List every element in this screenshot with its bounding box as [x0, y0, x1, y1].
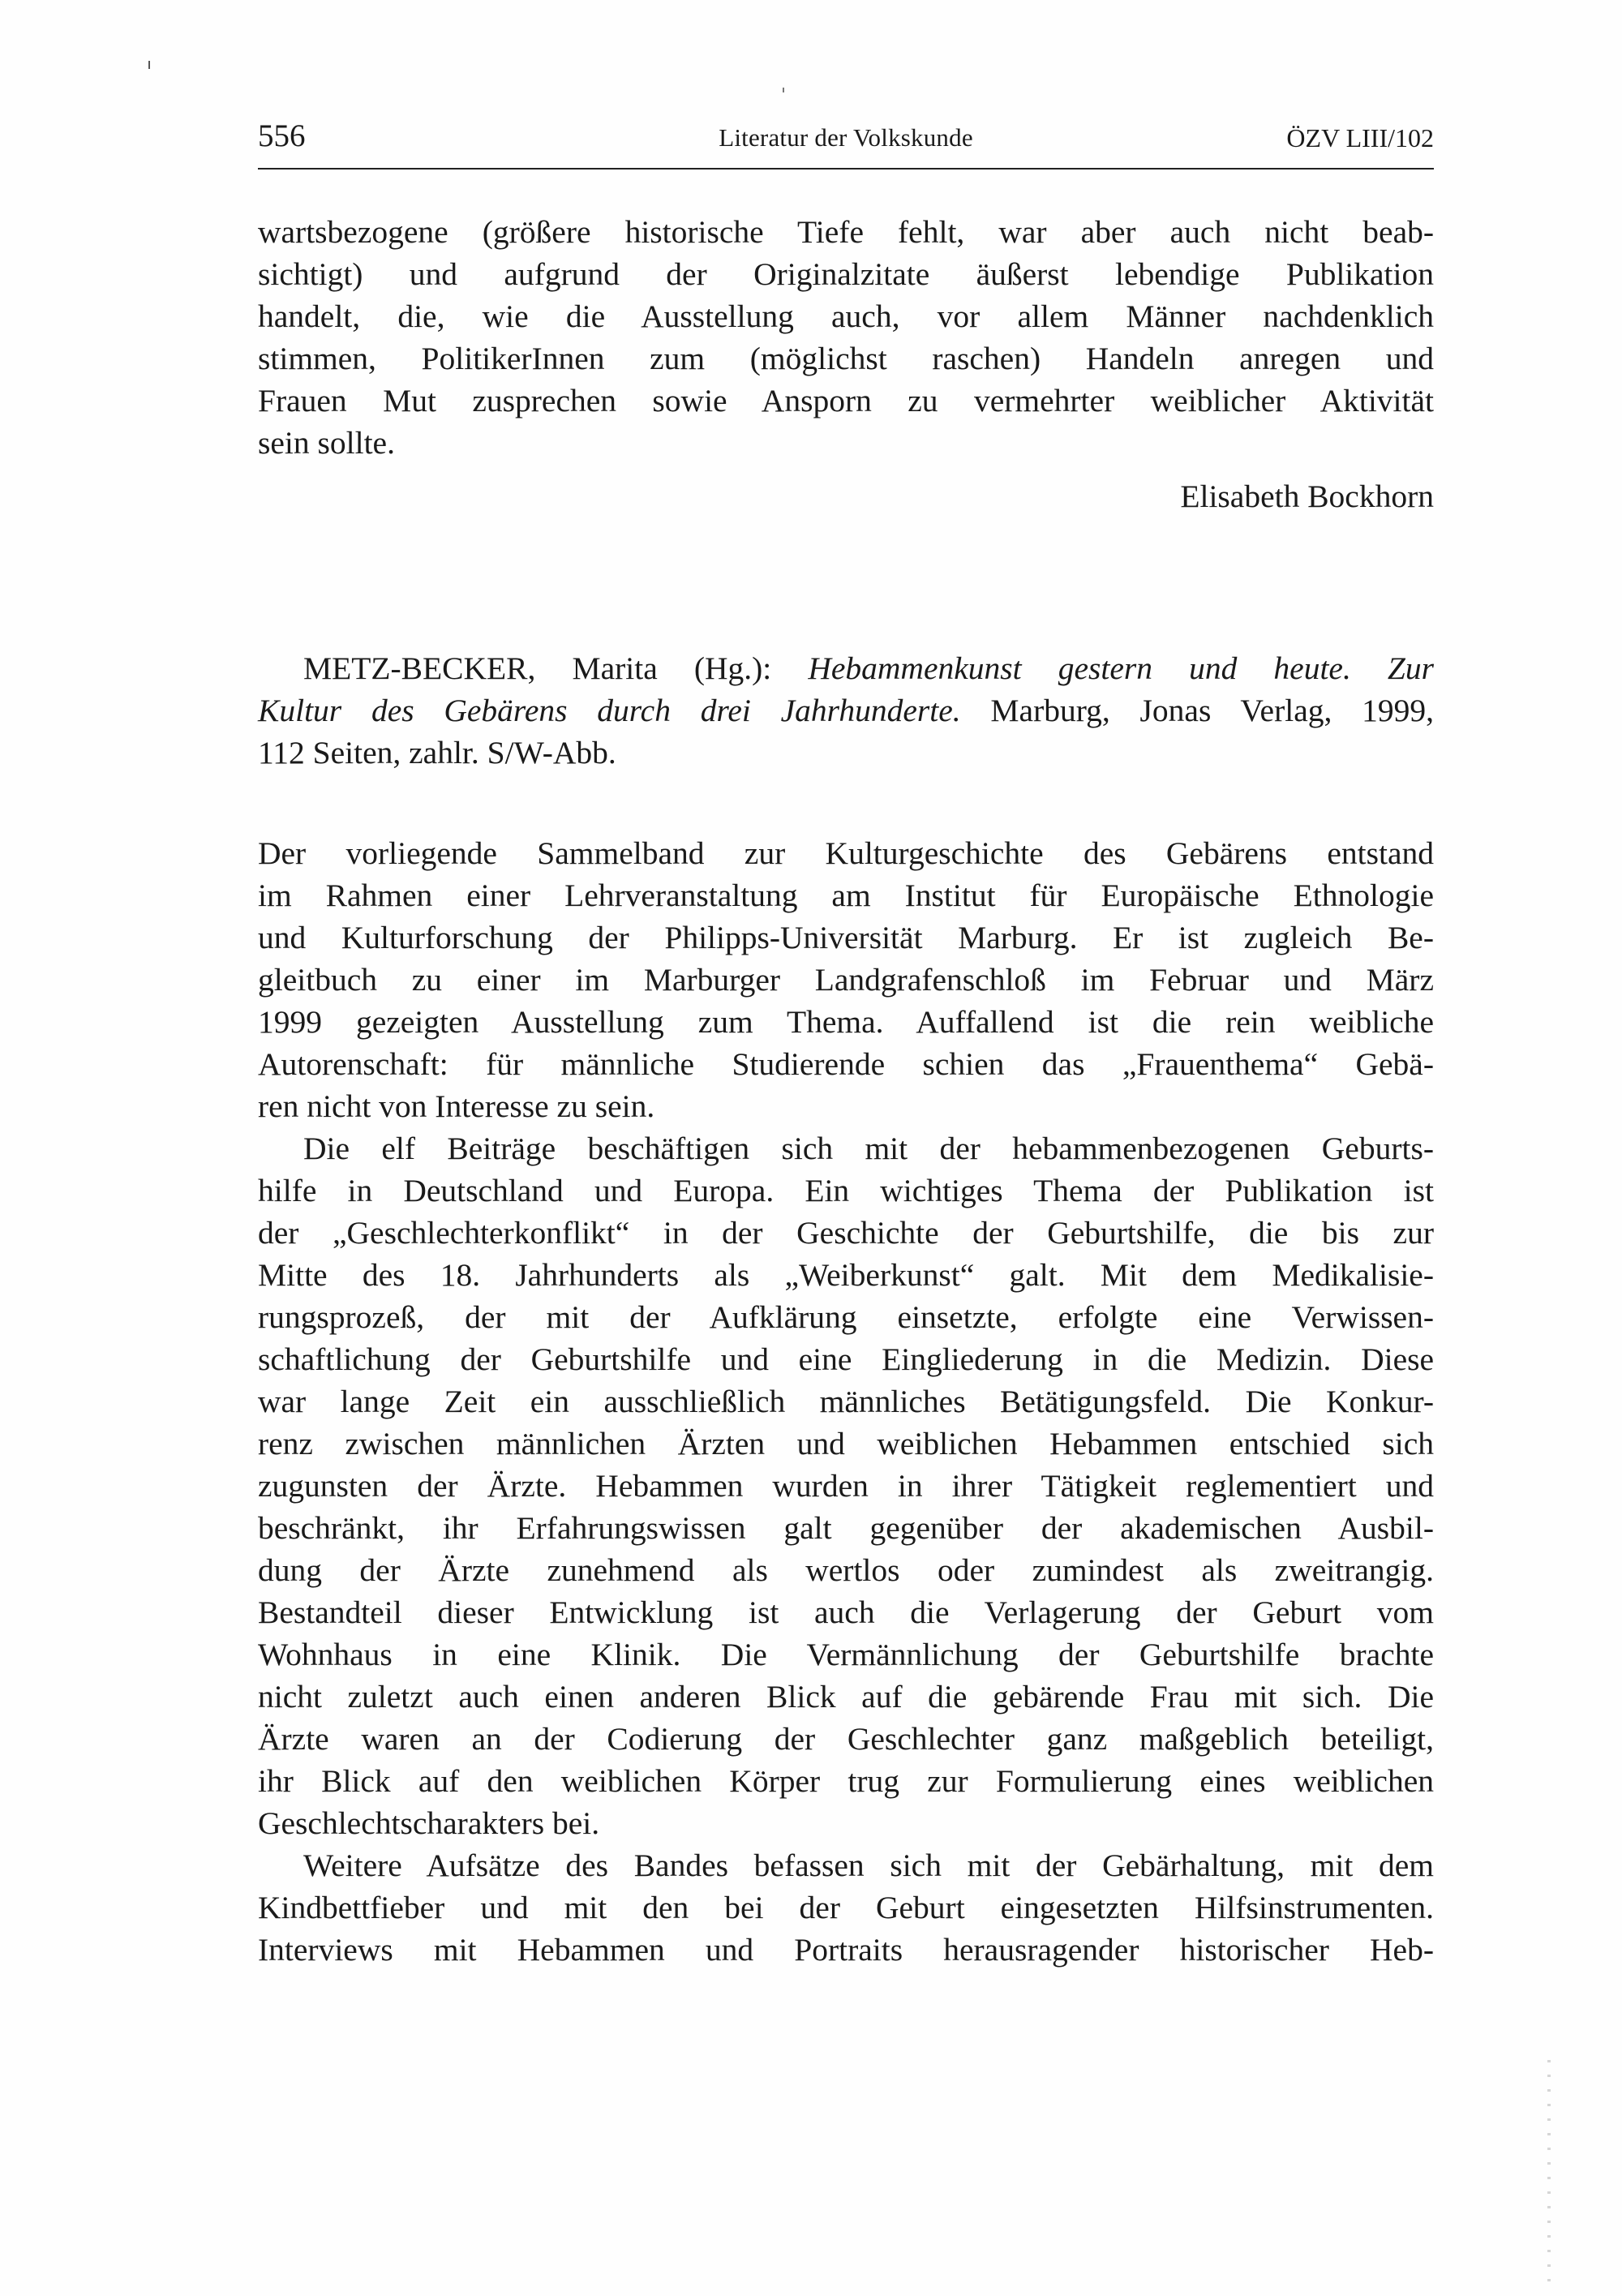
text-line: 1999 gezeigten Ausstellung zum Thema. Auffallend ist die rein weibliche [258, 1004, 1434, 1040]
volume-label: ÖZV LIII/102 [1286, 123, 1434, 152]
citation-title: Hebammenkunst gestern und heute. Zur [808, 650, 1434, 686]
header-rule [258, 168, 1434, 170]
text-line: sein sollte. [258, 425, 395, 461]
text-line: nicht zuletzt auch einen anderen Blick auf die gebärende Frau mit sich. Die [258, 1679, 1434, 1714]
text-line: der „Geschlechterkonflikt“ in der Geschichte der Geburtshilfe, die bis zur [258, 1215, 1434, 1251]
citation-extent: 112 Seiten, zahlr. S/W-Abb. [258, 735, 616, 770]
text-line: handelt, die, wie die Ausstellung auch, vor allem Männer nachdenklich [258, 298, 1434, 334]
citation-title: Kultur des Gebärens durch drei Jahrhunderte. [258, 693, 961, 728]
scan-artifact [1547, 2060, 1551, 2287]
text-line: schaftlichung der Geburtshilfe und eine Eingliederung in die Medizin. Diese [258, 1341, 1434, 1377]
text-line: wartsbezogene (größere historische Tiefe fehlt, war aber auch nicht beab- [258, 214, 1434, 250]
text-line: zugunsten der Ärzte. Hebammen wurden in ihrer Tätigkeit reglementiert und [258, 1468, 1434, 1504]
text-line: ren nicht von Interesse zu sein. [258, 1088, 655, 1124]
text-line: Weitere Aufsätze des Bandes befassen sich mit der Gebärhaltung, mit dem [303, 1848, 1434, 1883]
review-body [258, 832, 1434, 1971]
text-line: Kindbettfieber und mit den bei der Geburt eingesetzten Hilfsinstrumenten. [258, 1890, 1434, 1925]
text-line: hilfe in Deutschland und Europa. Ein wichtiges Thema der Publikation ist [258, 1173, 1434, 1208]
citation-line [258, 689, 1434, 732]
text-line: sichtigt) und aufgrund der Originalzitate äußerst lebendige Publikation [258, 256, 1434, 292]
scan-artifact [148, 61, 150, 69]
text-line: Frauen Mut zusprechen sowie Ansporn zu vermehrter weiblicher Aktivität [258, 383, 1434, 418]
scan-artifact [783, 88, 784, 92]
text-line: Mitte des 18. Jahrhunderts als „Weiberkunst“ galt. Mit dem Medikalisie- [258, 1257, 1434, 1293]
text-line: Geschlechtscharakters bei. [258, 1805, 600, 1841]
text-line: dung der Ärzte zunehmend als wertlos oder zumindest als zweitrangig. [258, 1552, 1434, 1588]
running-header [258, 114, 1434, 159]
text-line: Bestandteil dieser Entwicklung ist auch die Verlagerung der Geburt vom [258, 1594, 1434, 1630]
text-line: im Rahmen einer Lehrveranstaltung am Institut für Europäische Ethnologie [258, 878, 1434, 913]
text-line: ihr Blick auf den weiblichen Körper trug zur Formulierung eines weiblichen [258, 1763, 1434, 1799]
text-line: Ärzte waren an der Codierung der Geschlechter ganz maßgeblich beteiligt, [258, 1721, 1434, 1757]
text-line: war lange Zeit ein ausschließlich männliches Betätigungsfeld. Die Konkur- [258, 1384, 1434, 1419]
previous-review-ending [258, 211, 1434, 464]
running-title: Literatur der Volkskunde [719, 123, 973, 152]
text-line: Autorenschaft: für männliche Studierende schien das „Frauenthema“ Gebä- [258, 1046, 1434, 1082]
text-line: renz zwischen männlichen Ärzten und weiblichen Hebammen entschied sich [258, 1426, 1434, 1461]
page-number: 556 [258, 118, 306, 153]
reviewer-signature: Elisabeth Bockhorn [1180, 479, 1434, 514]
text-line: gleitbuch zu einer im Marburger Landgrafenschloß im Februar und März [258, 962, 1434, 998]
citation-line [258, 647, 1434, 689]
text-line: und Kulturforschung der Philipps-Universität Marburg. Er ist zugleich Be- [258, 920, 1434, 955]
text-line: stimmen, PolitikerInnen zum (möglichst raschen) Handeln anregen und [258, 341, 1434, 376]
text-line: Die elf Beiträge beschäftigen sich mit der hebammenbezogenen Geburts- [303, 1131, 1434, 1166]
text-line: Wohnhaus in eine Klinik. Die Vermännlichung der Geburtshilfe brachte [258, 1637, 1434, 1672]
book-citation [258, 647, 1434, 774]
text-line: beschränkt, ihr Erfahrungswissen galt gegenüber der akademischen Ausbil- [258, 1510, 1434, 1546]
text-line: Interviews mit Hebammen und Portraits herausragender historischer Heb- [258, 1932, 1434, 1968]
text-line: Der vorliegende Sammelband zur Kulturgeschichte des Gebärens entstand [258, 835, 1434, 871]
citation-publisher: Marburg, Jonas Verlag, 1999, [960, 693, 1435, 728]
text-line: rungsprozeß, der mit der Aufklärung einsetzte, erfolgte eine Verwissen- [258, 1299, 1434, 1335]
citation-author: METZ-BECKER, Marita (Hg.): [303, 650, 809, 686]
